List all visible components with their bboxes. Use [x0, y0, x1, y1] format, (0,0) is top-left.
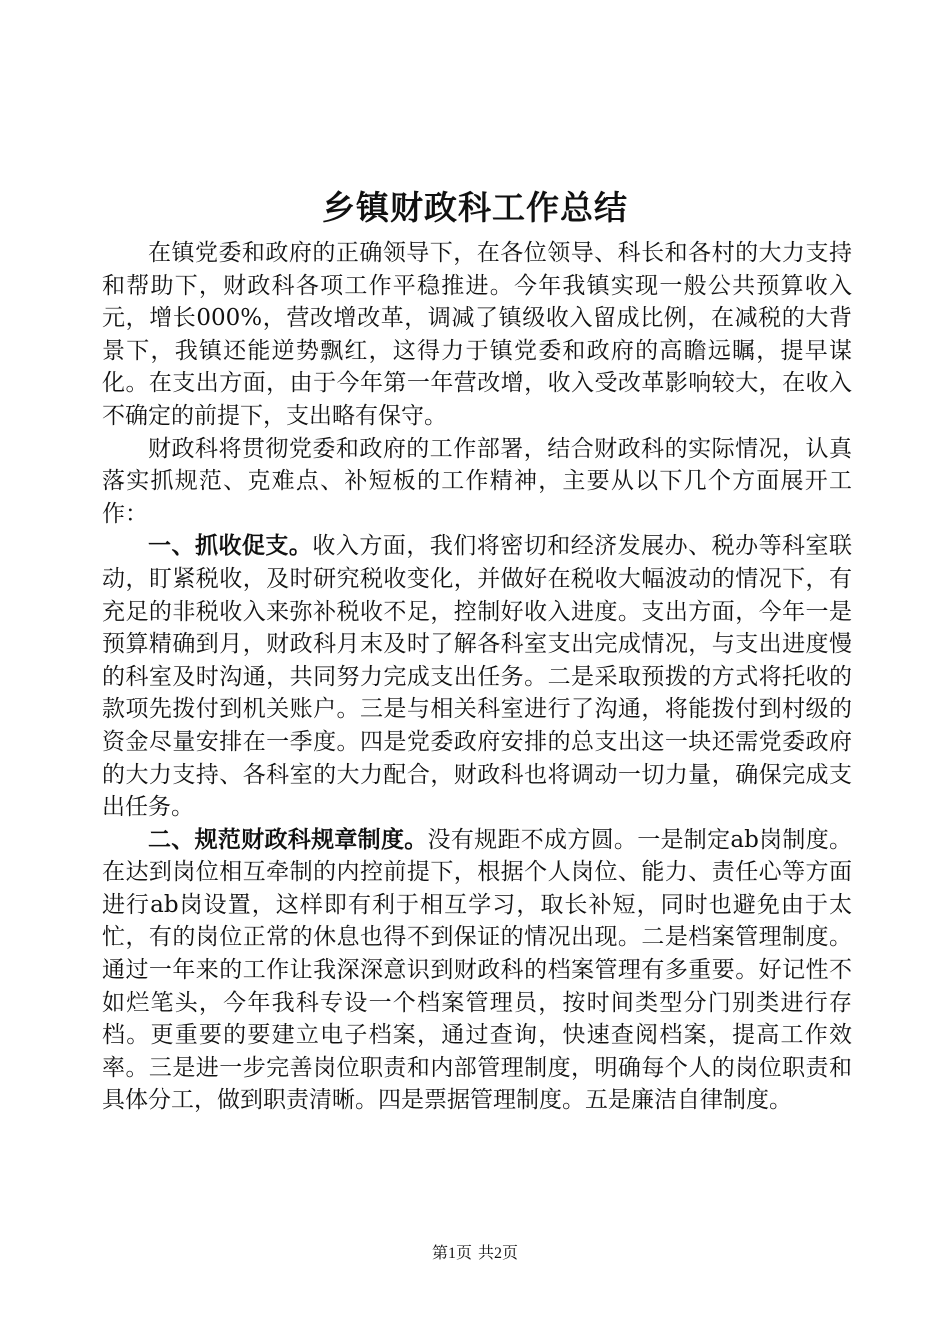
section-two-text: 没有规距不成方圆。一是制定ab岗制度。在达到岗位相互牵制的内控前提下，根据个人岗位、能力、责任心等方面进行ab岗设置，这样即有利于相互学习，取长补短，同时也避免由于太忙，有的岗位正常的休息也得不到保证的情况出现。二是档案管理制度。通过一年来的工作让我深深意识到财政科的档案管理有多重要。好记性不如烂笔头，今年我科专设一个档案管理员，按时间类型分门别类进行存档。更重要的要建立电子档案，通过查询，快速查阅档案，提高工作效率。三是进一步完善岗位职责和内部管理制度，明确每个人的岗位职责和具体分工，做到职责清晰。四是票据管理制度。五是廉洁自律制度。 — [102, 826, 853, 1114]
paragraph-plan-text: 财政科将贯彻党委和政府的工作部署，结合财政科的实际情况，认真落实抓规范、克难点、补短板的工作精神，主要从以下几个方面展开工作： — [102, 435, 852, 527]
document-title: 乡镇财政科工作总结 — [322, 188, 628, 227]
paragraph-section-two — [102, 824, 852, 1117]
section-two-heading: 二、规范财政科规章制度。 — [148, 825, 428, 853]
paragraph-intro — [102, 237, 852, 433]
paragraph-intro-text: 在镇党委和政府的正确领导下，在各位领导、科长和各村的大力支持和帮助下，财政科各项工作平稳推进。今年我镇实现一般公共预算收入元，增长000%，营改增改革，调减了镇级收入留成比例，在减税的大背景下，我镇还能逆势飘红，这得力于镇党委和政府的高瞻远瞩，提早谋化。在支出方面，由于今年第一年营改增，收入受改革影响较大，在收入不确定的前提下，支出略有保守。 — [102, 240, 852, 429]
page-number-total: 共2页 — [478, 1245, 519, 1262]
page-number-current: 第1页 — [431, 1245, 472, 1262]
paragraph-section-one — [102, 530, 852, 823]
section-one-text: 收入方面，我们将密切和经济发展办、税办等科室联动，盯紧税收，及时研究税收变化，并做好在税收大幅波动的情况下，有充足的非税收入来弥补税收不足，控制好收入进度。支出方面，今年一是预算精确到月，财政科月末及时了解各科室支出完成情况，与支出进度慢的科室及时沟通，共同努力完成支出任务。二是采取预拨的方式将托收的款项先拨付到机关账户。三是与相关科室进行了沟通，将能拨付到村级的资金尽量安排在一季度。四是党委政府安排的总支出这一块还需党委政府的大力支持、各科室的大力配合，财政科也将调动一切力量，确保完成支出任务。 — [102, 533, 853, 821]
section-one-heading: 一、抓收促支。 — [148, 532, 313, 560]
page-footer — [0, 1242, 950, 1266]
document-body — [102, 237, 852, 1117]
paragraph-plan — [102, 433, 852, 531]
